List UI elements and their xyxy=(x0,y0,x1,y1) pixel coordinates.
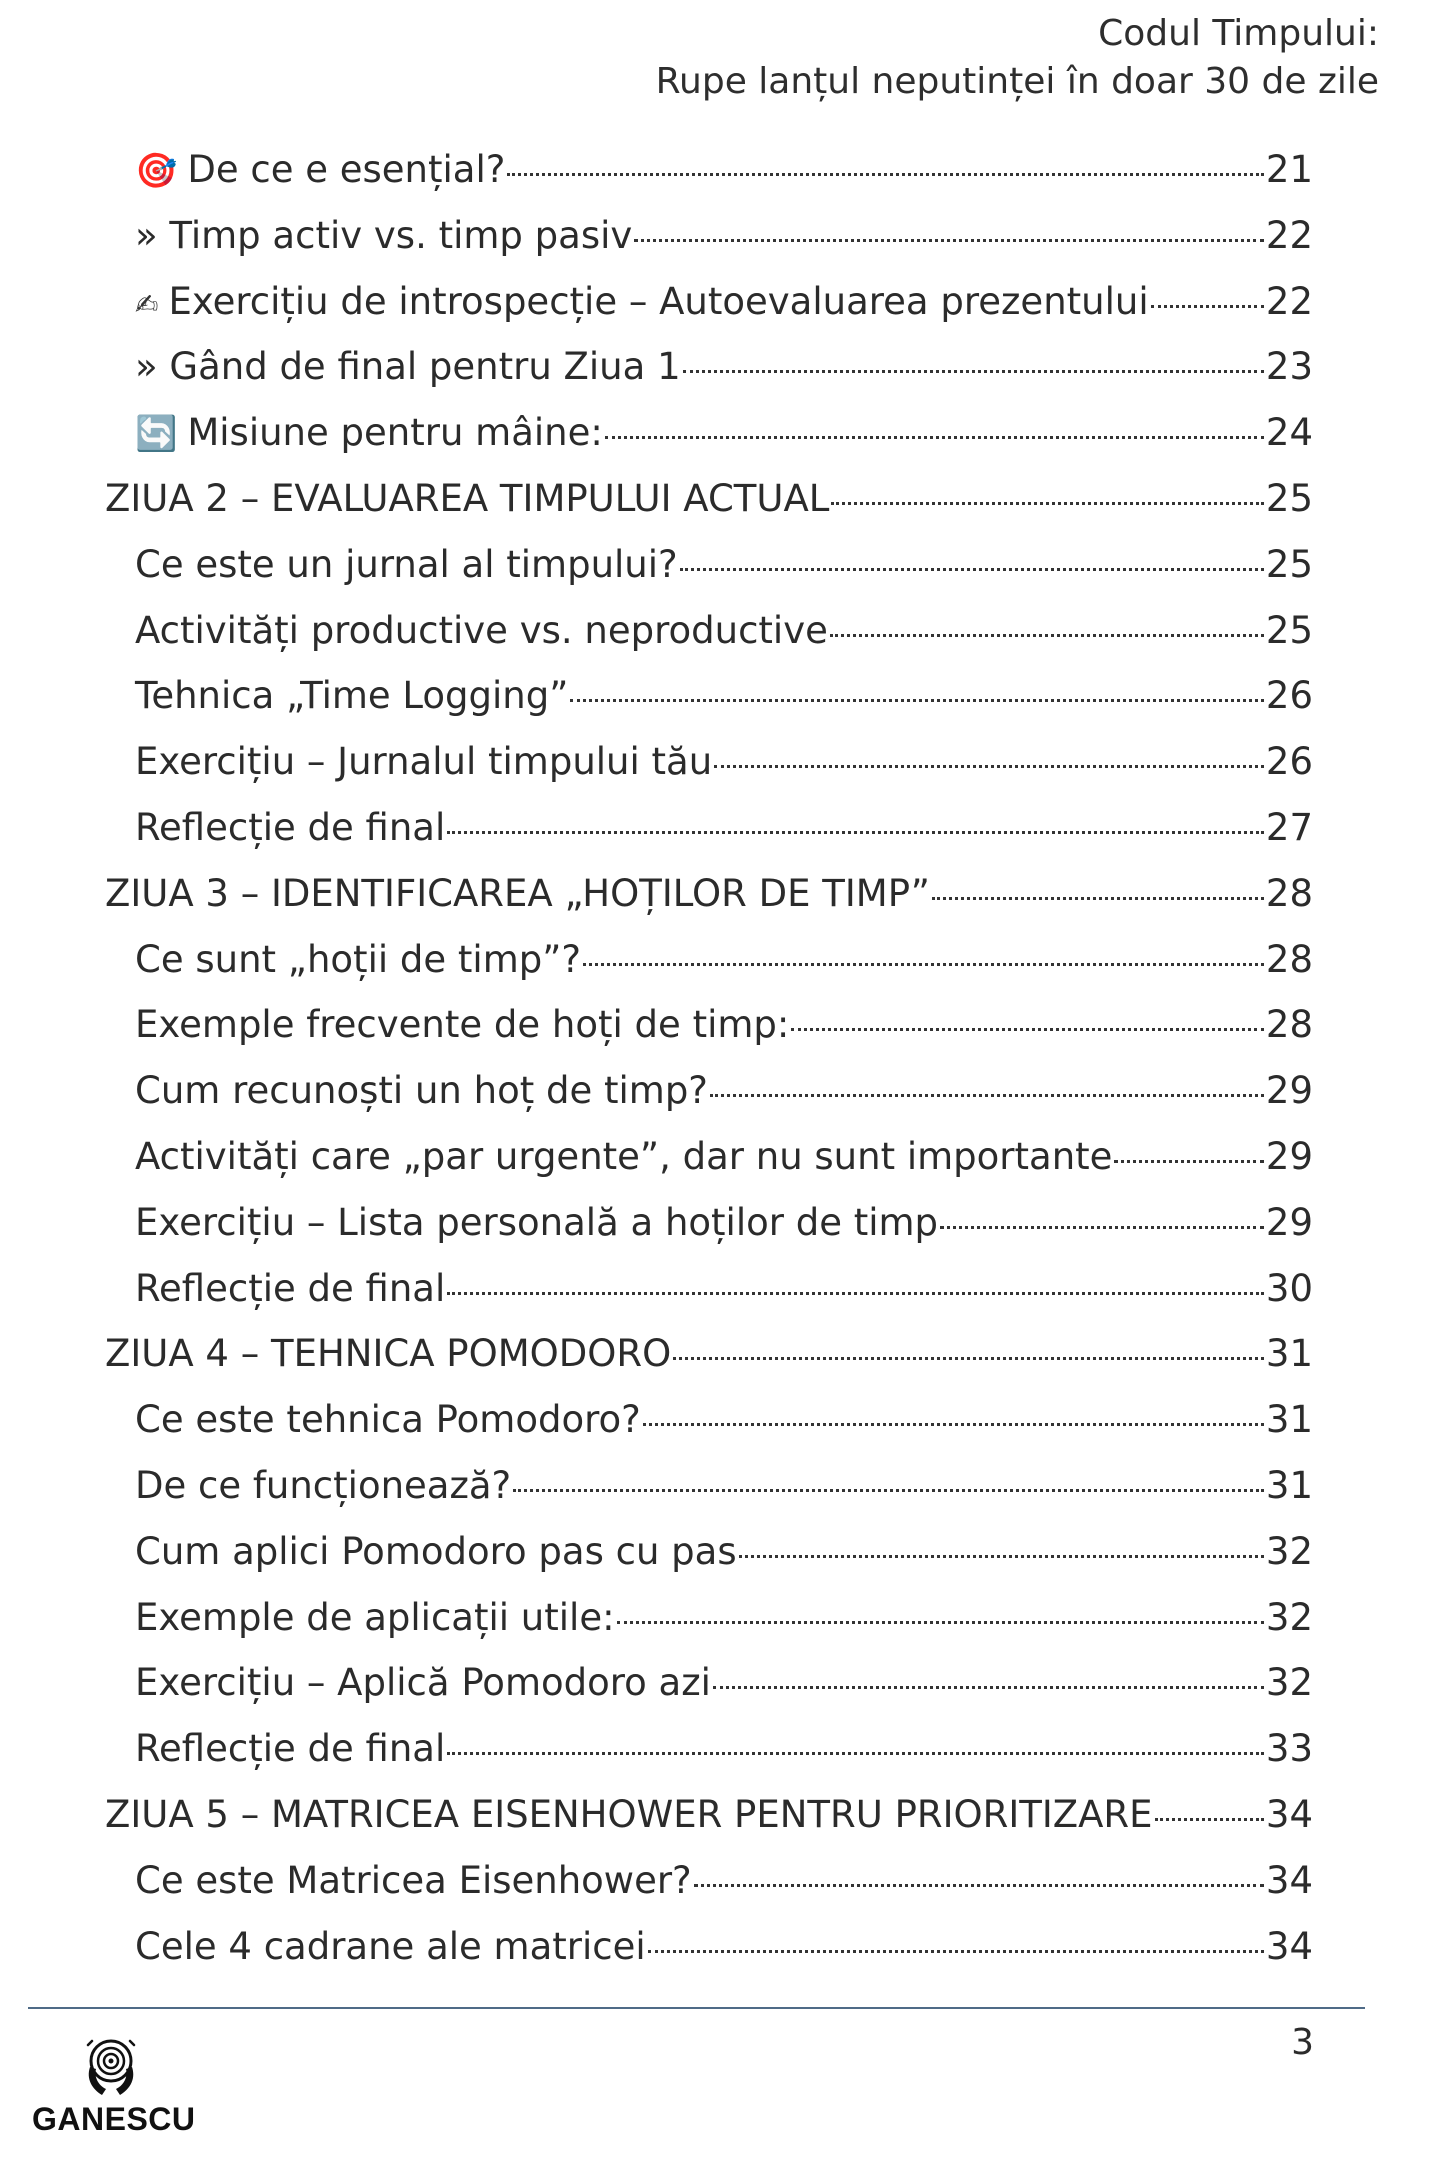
running-header xyxy=(656,10,1379,106)
toc-section-entry[interactable] xyxy=(105,214,1313,280)
toc-entry-title: » Timp activ vs. timp pasiv xyxy=(135,213,633,257)
toc-entry-title: Reflecție de final xyxy=(135,1266,446,1310)
toc-entry-page: 29 xyxy=(1265,1069,1313,1113)
toc-section-entry[interactable] xyxy=(105,280,1313,346)
toc-section-entry[interactable] xyxy=(105,1069,1313,1135)
toc-section-entry[interactable] xyxy=(105,1925,1313,1991)
dot-leader xyxy=(513,1489,1264,1492)
toc-entry-page: 28 xyxy=(1265,871,1313,915)
dot-leader xyxy=(643,1423,1264,1426)
toc-entry-page: 27 xyxy=(1265,805,1313,849)
toc-section-entry[interactable] xyxy=(105,1859,1313,1925)
toc-section-entry[interactable] xyxy=(105,938,1313,1004)
toc-entry-title: Exemple frecvente de hoți de timp: xyxy=(135,1003,790,1047)
dot-leader xyxy=(617,1621,1264,1624)
toc-entry-page: 23 xyxy=(1265,345,1313,389)
toc-entry-title: Ce este un jurnal al timpului? xyxy=(135,542,678,586)
toc-section-entry[interactable] xyxy=(105,1464,1313,1530)
dot-leader xyxy=(648,1950,1264,1953)
toc-section-entry[interactable] xyxy=(105,806,1313,872)
toc-entry-title: ZIUA 5 – MATRICEA EISENHOWER PENTRU PRIORITIZARE xyxy=(105,1792,1153,1836)
toc-section-entry[interactable] xyxy=(105,1003,1313,1069)
toc-chapter-entry[interactable] xyxy=(105,1332,1313,1398)
toc-entry-page: 29 xyxy=(1265,1200,1313,1244)
toc-entry-page: 34 xyxy=(1265,1924,1313,1968)
toc-section-entry[interactable] xyxy=(105,1201,1313,1267)
toc-entry-title: De ce e esențial? xyxy=(187,148,506,191)
toc-entry-page: 29 xyxy=(1265,1134,1313,1178)
book-subtitle: Rupe lanțul neputinței în doar 30 de zile xyxy=(655,61,1379,102)
toc-entry-page: 21 xyxy=(1265,148,1313,191)
toc-chapter-entry[interactable] xyxy=(105,1793,1313,1859)
toc-section-entry[interactable] xyxy=(105,609,1313,675)
toc-entry-title: Ce sunt „hoții de timp”? xyxy=(135,937,582,981)
toc-entry-page: 32 xyxy=(1265,1661,1313,1705)
toc-entry-page: 34 xyxy=(1265,1792,1313,1836)
dot-leader xyxy=(694,1884,1264,1887)
toc-entry-title: ZIUA 4 – TEHNICA POMODORO xyxy=(105,1332,672,1376)
toc-section-entry[interactable] xyxy=(105,411,1313,477)
toc-entry-title: Ce este Matricea Eisenhower? xyxy=(135,1858,692,1902)
writing-hand-icon: ✍ xyxy=(135,287,159,321)
dot-leader xyxy=(714,765,1264,768)
toc-entry-title: Exercițiu – Jurnalul timpului tău xyxy=(135,740,713,784)
dot-leader xyxy=(932,897,1264,900)
toc-entry-title: Activități productive vs. neproductive xyxy=(135,608,828,652)
toc-entry-title: Ce este tehnica Pomodoro? xyxy=(135,1398,641,1442)
toc-chapter-entry[interactable] xyxy=(105,477,1313,543)
toc-entry-title: Misiune pentru mâine: xyxy=(187,411,603,455)
toc-entry-page: 28 xyxy=(1265,1003,1313,1047)
toc-section-entry[interactable] xyxy=(105,1530,1313,1596)
toc-entry-page: 28 xyxy=(1265,937,1313,981)
dot-leader xyxy=(683,370,1264,373)
toc-entry-page: 32 xyxy=(1265,1529,1313,1573)
toc-entry-page: 24 xyxy=(1265,411,1313,455)
toc-entry-title: Cele 4 cadrane ale matricei xyxy=(135,1924,646,1968)
toc-section-entry[interactable] xyxy=(105,1661,1313,1727)
target-icon: 🎯 xyxy=(135,151,178,191)
toc-entry-title: Cum recunoști un hoț de timp? xyxy=(135,1069,708,1113)
ganescu-logo xyxy=(28,2033,196,2143)
toc-entry-title: Reflecție de final xyxy=(135,1727,446,1771)
toc-entry-page: 31 xyxy=(1265,1463,1313,1507)
toc-entry-page: 34 xyxy=(1265,1858,1313,1902)
logo-text: GANESCU xyxy=(32,2101,196,2137)
toc-entry-title: Tehnica „Time Logging” xyxy=(135,674,569,718)
dot-leader xyxy=(447,831,1264,834)
dot-leader xyxy=(713,1686,1264,1689)
dot-leader xyxy=(830,634,1264,637)
toc-entry-title: Exercițiu – Lista personală a hoților de timp xyxy=(135,1200,939,1244)
toc-entry-title: Exemple de aplicații utile: xyxy=(135,1595,615,1639)
dot-leader xyxy=(1114,1160,1263,1163)
toc-section-entry[interactable] xyxy=(105,345,1313,411)
toc-entry-title: Reflecție de final xyxy=(135,805,446,849)
footer-divider xyxy=(28,2007,1365,2009)
toc-entry-page: 25 xyxy=(1265,542,1313,586)
dot-leader xyxy=(570,699,1264,702)
toc-entry-title: Activități care „par urgente”, dar nu sunt importante xyxy=(135,1134,1113,1178)
toc-entry-title: Cum aplici Pomodoro pas cu pas xyxy=(135,1529,737,1573)
toc-entry-page: 31 xyxy=(1265,1332,1313,1376)
toc-entry-page: 22 xyxy=(1265,279,1313,323)
toc-chapter-entry[interactable] xyxy=(105,872,1313,938)
page-number: 3 xyxy=(1291,2022,1314,2063)
toc-entry-page: 26 xyxy=(1265,740,1313,784)
toc-section-entry[interactable] xyxy=(105,740,1313,806)
toc-section-entry[interactable] xyxy=(105,1135,1313,1201)
dot-leader xyxy=(680,568,1264,571)
toc-section-entry[interactable] xyxy=(105,1727,1313,1793)
toc-entry-page: 26 xyxy=(1265,674,1313,718)
toc-entry-page: 25 xyxy=(1265,608,1313,652)
dot-leader xyxy=(1151,305,1264,308)
dot-leader xyxy=(447,1752,1264,1755)
toc-entry-page: 30 xyxy=(1265,1266,1313,1310)
toc-section-entry[interactable] xyxy=(105,1596,1313,1662)
toc-entry-page: 22 xyxy=(1265,213,1313,257)
toc-entry-title: De ce funcționează? xyxy=(135,1463,512,1507)
toc-section-entry[interactable] xyxy=(105,148,1313,214)
table-of-contents xyxy=(105,148,1313,1990)
toc-entry-title: ZIUA 2 – EVALUAREA TIMPULUI ACTUAL xyxy=(105,476,830,520)
dot-leader xyxy=(940,1226,1264,1229)
dot-leader xyxy=(583,963,1264,966)
dot-leader xyxy=(507,173,1264,176)
dot-leader xyxy=(710,1094,1264,1097)
dot-leader xyxy=(447,1292,1264,1295)
toc-entry-page: 25 xyxy=(1265,476,1313,520)
dot-leader xyxy=(831,502,1264,505)
dot-leader xyxy=(605,436,1264,439)
cycle-arrows-icon: 🔄 xyxy=(135,414,178,455)
dot-leader xyxy=(791,1028,1264,1031)
dot-leader xyxy=(1155,1818,1264,1821)
toc-section-entry[interactable] xyxy=(105,674,1313,740)
dot-leader xyxy=(739,1555,1264,1558)
toc-section-entry[interactable] xyxy=(105,1398,1313,1464)
toc-entry-title: » Gând de final pentru Ziua 1 xyxy=(135,345,681,389)
toc-entry-page: 32 xyxy=(1265,1595,1313,1639)
dot-leader xyxy=(673,1357,1264,1360)
toc-entry-title: ZIUA 3 – IDENTIFICAREA „HOȚILOR DE TIMP” xyxy=(105,871,930,915)
toc-section-entry[interactable] xyxy=(105,1267,1313,1333)
toc-entry-title: Exercițiu – Aplică Pomodoro azi xyxy=(135,1661,711,1705)
toc-section-entry[interactable] xyxy=(105,543,1313,609)
toc-entry-title: Exercițiu de introspecție – Autoevaluarea prezentului xyxy=(168,279,1149,323)
toc-entry-page: 31 xyxy=(1265,1398,1313,1442)
book-title: Codul Timpului: xyxy=(1098,13,1379,54)
logo-emblem-icon xyxy=(78,2033,144,2103)
dot-leader xyxy=(634,239,1264,242)
toc-entry-page: 33 xyxy=(1265,1727,1313,1771)
